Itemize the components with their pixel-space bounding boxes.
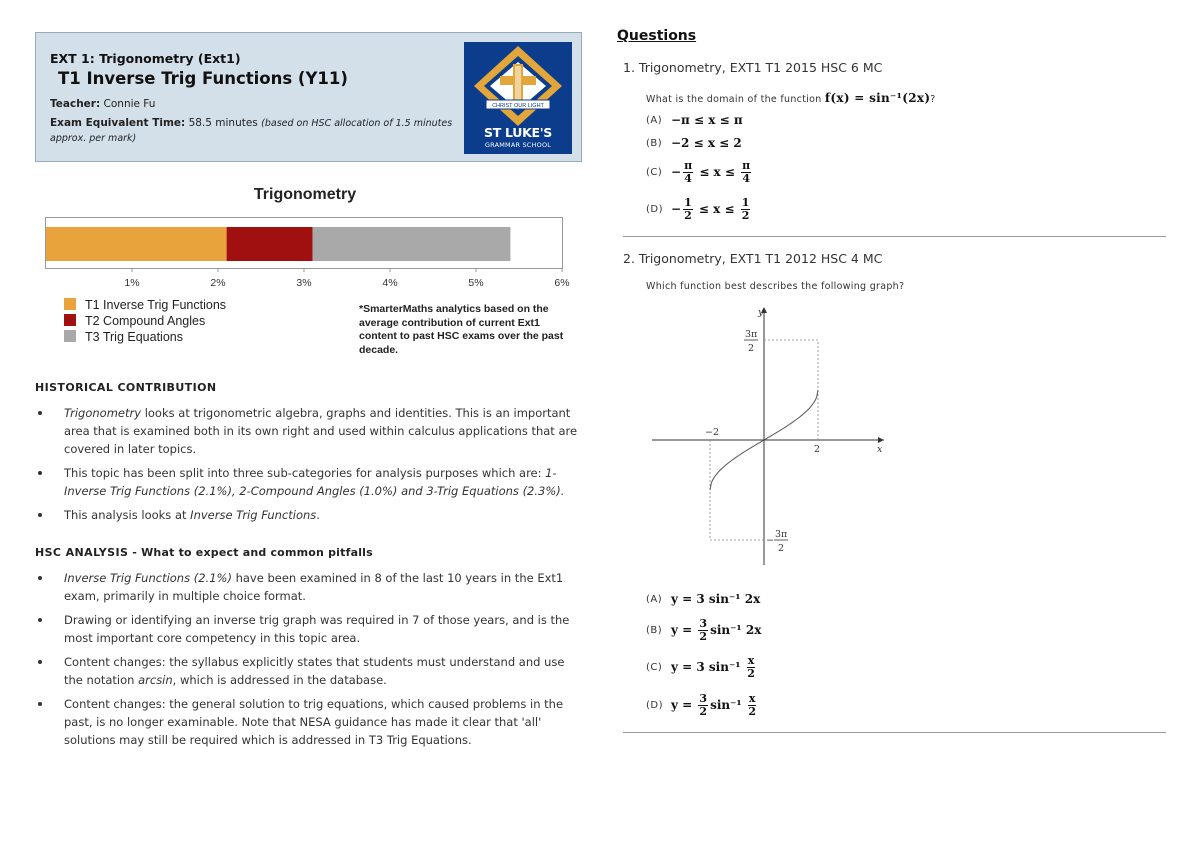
- chart-annotation: *SmarterMaths analytics based on the average contribution of current Ext1 content to past HSC exams over the past decade.: [359, 303, 564, 356]
- option-math: [671, 618, 761, 643]
- bullet-text: Content changes: the general solution to trig equations, which caused problems in the past, is no longer examinable. Note that NESA guidance has made it clear that 'all' solutions may still be required which is addressed in T3 Trig Equations.: [64, 697, 564, 747]
- course-name: EXT 1: Trigonometry (Ext1): [50, 51, 241, 66]
- math-part: y =: [671, 698, 693, 712]
- frac-den: 2: [684, 208, 692, 222]
- math-part: y = 3 sin⁻¹: [671, 660, 741, 674]
- question-2-title: 2. Trigonometry, EXT1 T1 2012 HSC 4 MC: [623, 251, 883, 266]
- frac-num: 3: [699, 691, 708, 705]
- frac-den: 2: [741, 208, 750, 222]
- frac-num: 1: [684, 195, 692, 209]
- math-part: sin⁻¹ 2x: [710, 623, 762, 637]
- bullet-text: looks at trigonometric algebra, graphs and identities. This is an important area that is examined both in its own right and used within calculus applications that are covered in later topics.: [64, 406, 578, 456]
- emphasis-text: Inverse Trig Functions: [190, 508, 317, 522]
- graph-x-neg: −2: [705, 427, 720, 438]
- historical-list: [35, 404, 583, 530]
- contribution-chart: [35, 212, 575, 292]
- time-value: 58.5 minutes: [188, 117, 258, 129]
- frac-num: x: [747, 653, 755, 667]
- hsc-heading-main: HSC ANALYSIS: [35, 546, 129, 559]
- graph-y-top-num: 3π: [745, 329, 758, 340]
- frac-den: 4: [742, 171, 750, 185]
- option-label: (C): [646, 166, 663, 178]
- legend-swatch-t2: [64, 314, 76, 326]
- x-tick-label: 1%: [124, 277, 140, 289]
- hsc-list: [35, 569, 583, 755]
- option-label: (D): [646, 203, 664, 215]
- prompt-math: f(x) = sin⁻¹(2x): [824, 91, 931, 105]
- list-item: [35, 611, 583, 647]
- math-part: y =: [671, 623, 693, 637]
- frac-num: π: [684, 158, 693, 172]
- x-tick-label: 5%: [468, 277, 484, 289]
- emphasis-text: 1-Inverse Trig Functions (2.1%), 2-Compound Angles (1.0%) and 3-Trig Equations (2.3%).: [64, 466, 565, 498]
- math-part: sin⁻¹: [710, 698, 742, 712]
- option-label: (C): [646, 661, 663, 673]
- list-item: [35, 464, 583, 500]
- frac-den: 2: [699, 704, 708, 718]
- frac-num: π: [742, 158, 751, 172]
- list-item: [35, 506, 583, 524]
- teacher-name: Connie Fu: [103, 98, 156, 110]
- option-label: (D): [646, 699, 664, 711]
- bar-segment-3: [313, 227, 511, 261]
- graph-y-label: y: [758, 307, 764, 318]
- q1-option-a[interactable]: [646, 108, 743, 132]
- logo-school-name: ST LUKE'S: [484, 125, 552, 140]
- q2-option-c[interactable]: [646, 651, 757, 683]
- list-item: [35, 695, 583, 749]
- graph-x-label: x: [877, 444, 883, 455]
- bar-segment-1: [46, 227, 227, 261]
- question-2-prompt: Which function best describes the following graph?: [646, 281, 905, 292]
- option-label: (A): [646, 114, 663, 126]
- hsc-heading: [35, 546, 373, 559]
- graph-y-bot-den: 2: [778, 543, 785, 554]
- option-label: (A): [646, 593, 663, 605]
- divider: [623, 732, 1166, 733]
- graph-x-pos: 2: [814, 444, 821, 455]
- bullet-text: This analysis looks at: [64, 508, 191, 522]
- frac-mid: ≤ x ≤: [699, 165, 735, 179]
- q1-option-c[interactable]: [646, 157, 753, 187]
- legend-label-t2: T2 Compound Angles: [85, 314, 206, 328]
- logo-banner: CHRIST OUR LIGHT: [492, 103, 544, 109]
- option-label: (B): [646, 137, 663, 149]
- prompt-end: ?: [930, 94, 936, 105]
- logo-school-sub: GRAMMAR SCHOOL: [484, 141, 552, 149]
- divider: [623, 236, 1166, 237]
- questions-heading: Questions: [617, 28, 697, 44]
- option-math: − $\frac{1}{2}$ ≤ x ≤ $\frac{1}{2}$: [671, 195, 750, 222]
- time-label: Exam Equivalent Time:: [50, 117, 186, 129]
- header-box: [35, 32, 582, 162]
- x-tick-label: 4%: [382, 277, 398, 289]
- emphasis-text: Inverse Trig Functions (2.1%): [64, 571, 232, 585]
- option-math: [671, 655, 757, 680]
- frac-num: 1: [741, 195, 750, 209]
- bar-segment-2: [227, 227, 313, 261]
- emphasis-text: arcsin: [138, 673, 173, 687]
- historical-heading: HISTORICAL CONTRIBUTION: [35, 381, 217, 394]
- option-math: − $\frac{\pi}{4}$ ≤ x ≤ $\frac{\pi}{4}$: [671, 158, 751, 185]
- list-item: [35, 653, 583, 689]
- chart-title: Trigonometry: [253, 186, 357, 203]
- legend-item-t2: [64, 314, 205, 328]
- emphasis-text: Trigonometry: [64, 406, 142, 420]
- legend-label-t3: T3 Trig Equations: [85, 330, 183, 344]
- frac-den: 2: [747, 666, 755, 680]
- graph-y-bot-sign: −: [766, 535, 774, 546]
- legend-label-t1: T1 Inverse Trig Functions: [85, 298, 227, 312]
- inverse-sine-graph: [648, 303, 888, 571]
- bullet-text: have been examined in 8 of the last 10 years in the Ext1 exam, primarily in multiple choice format.: [64, 571, 564, 603]
- legend-item-t1: [64, 298, 226, 312]
- q2-option-b[interactable]: [646, 614, 761, 646]
- q2-option-a[interactable]: [646, 587, 760, 611]
- question-1-title: 1. Trigonometry, EXT1 T1 2015 HSC 6 MC: [623, 60, 883, 75]
- prompt-text: What is the domain of the function: [646, 94, 825, 105]
- q2-option-d[interactable]: [646, 689, 758, 721]
- frac-den: 4: [684, 171, 692, 185]
- frac-mid: ≤ x ≤: [698, 202, 735, 216]
- school-logo: [464, 42, 572, 154]
- graph-y-bot-num: 3π: [775, 529, 788, 540]
- list-item: [35, 404, 583, 458]
- option-math: −2 ≤ x ≤ 2: [671, 136, 742, 150]
- frac-num: 3: [699, 616, 708, 630]
- frac-num: x: [748, 691, 756, 705]
- option-math: −π ≤ x ≤ π: [671, 113, 743, 127]
- x-tick-label: 3%: [296, 277, 312, 289]
- exam-time-line: [50, 116, 460, 146]
- teacher-line: [50, 98, 155, 110]
- frac-den: 2: [699, 629, 708, 643]
- option-math: [671, 693, 758, 718]
- legend-swatch-t3: [64, 330, 76, 342]
- crest-icon: [464, 42, 572, 126]
- bullet-text: , which is addressed in the database.: [172, 673, 387, 687]
- question-1-prompt: [646, 91, 936, 105]
- frac-den: 2: [748, 704, 756, 718]
- bullet-text: .: [316, 508, 320, 522]
- q1-option-b[interactable]: [646, 131, 742, 155]
- list-item: [35, 569, 583, 605]
- legend-swatch-t1: [64, 298, 76, 310]
- bullet-text: This topic has been split into three sub-categories for analysis purposes which are:: [64, 466, 546, 480]
- bullet-text: Drawing or identifying an inverse trig graph was required in 7 of those years, and is the most important core competency in this topic area.: [64, 613, 570, 645]
- legend-item-t3: [64, 330, 183, 344]
- bullet-text: Content changes: the syllabus explicitly states that students must understand and use the notation: [64, 655, 565, 687]
- option-math: y = 3 sin⁻¹ 2x: [671, 592, 761, 606]
- hsc-subheading: - What to expect and common pitfalls: [128, 546, 373, 559]
- x-tick-label: 6%: [554, 277, 570, 289]
- graph-y-top-den: 2: [748, 343, 755, 354]
- x-tick-label: 2%: [210, 277, 226, 289]
- teacher-label: Teacher:: [50, 98, 101, 110]
- q1-option-d[interactable]: [646, 194, 752, 224]
- time-note: (based on HSC allocation of 1.5 minutes approx. per mark): [50, 118, 453, 144]
- option-label: (B): [646, 624, 663, 636]
- page-title: T1 Inverse Trig Functions (Y11): [58, 69, 348, 88]
